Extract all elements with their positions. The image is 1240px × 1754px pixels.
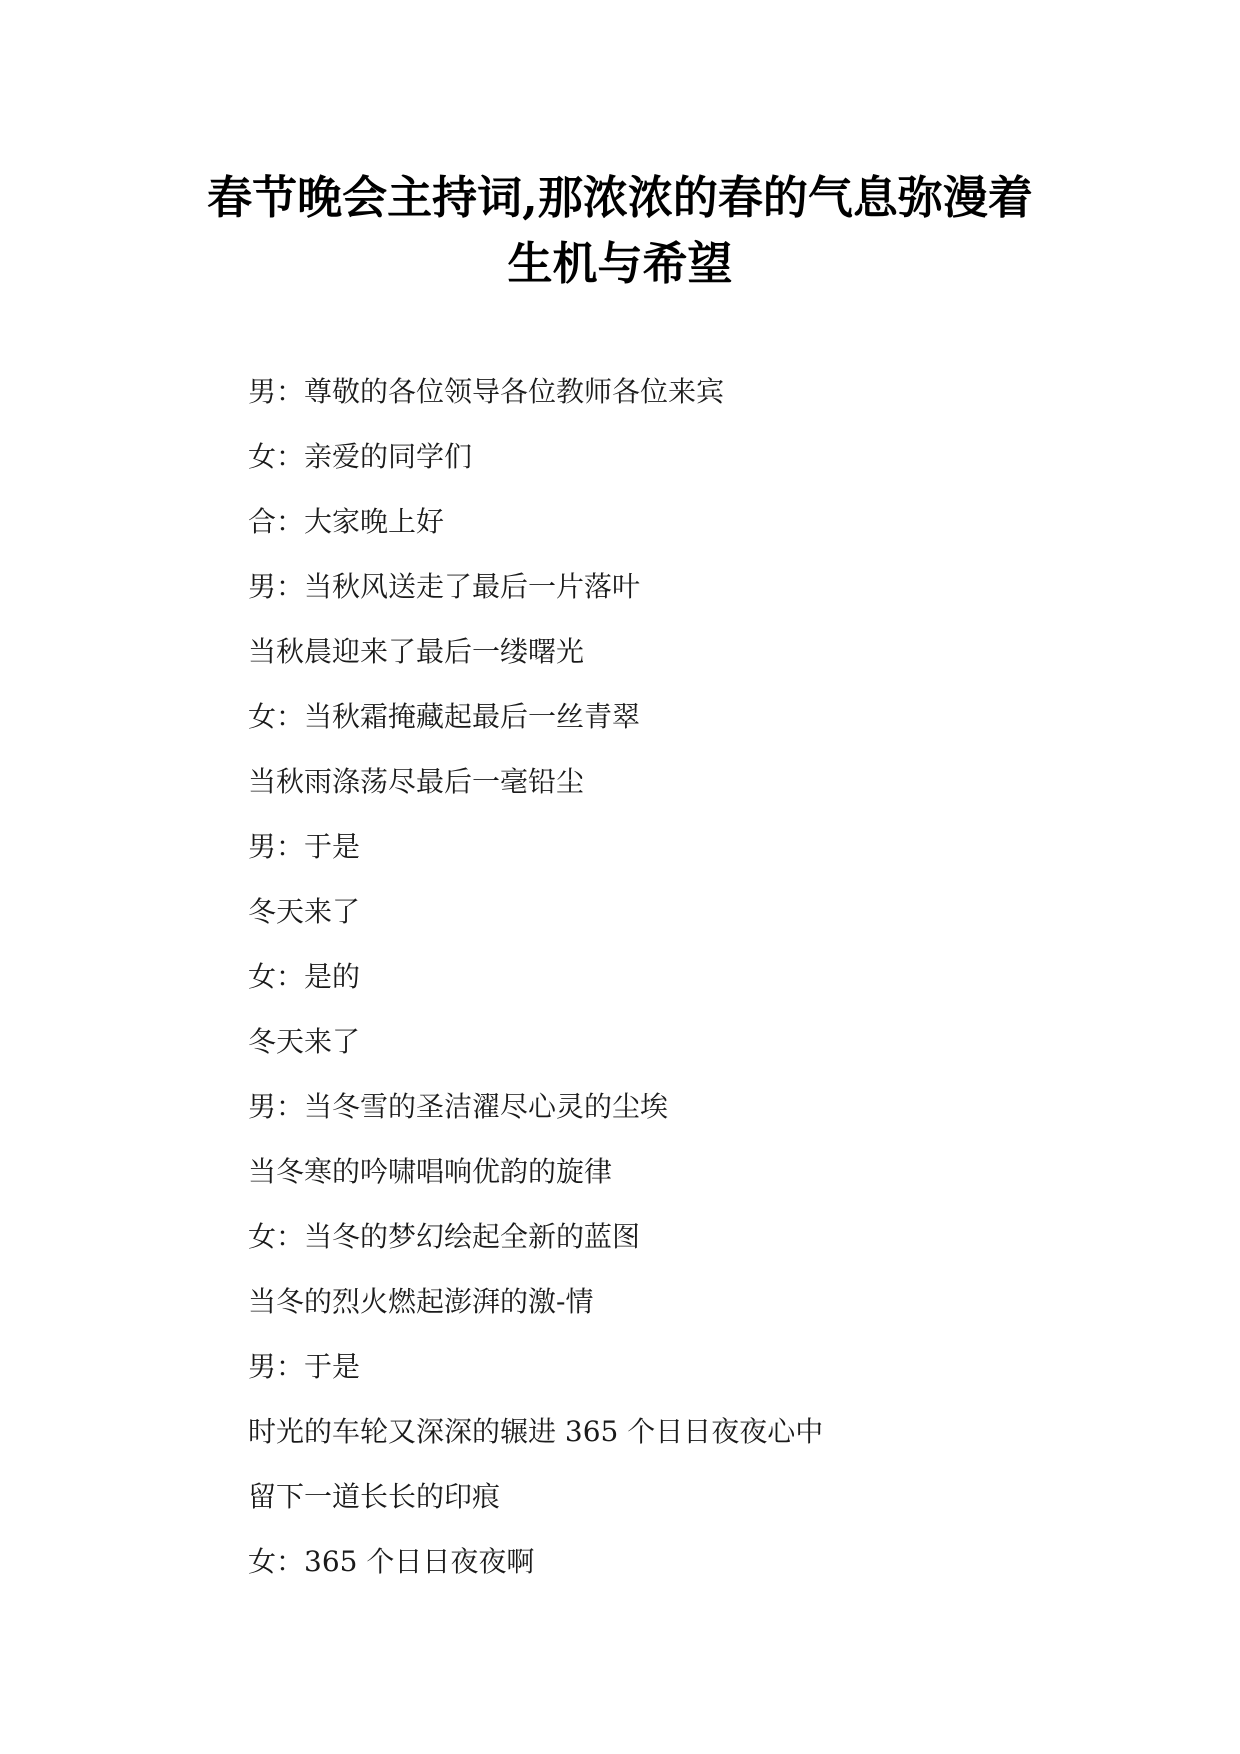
script-line: 女：365 个日日夜夜啊 [248, 1545, 535, 1578]
script-line: 时光的车轮又深深的辗进 365 个日日夜夜心中 [248, 1415, 824, 1448]
document-title [150, 165, 1090, 297]
script-line: 女：亲爱的同学们 [248, 440, 473, 473]
script-line: 当秋雨涤荡尽最后一毫铅尘 [248, 765, 585, 798]
script-line: 留下一道长长的印痕 [248, 1480, 501, 1513]
script-line: 女：当秋霜掩藏起最后一丝青翠 [248, 700, 641, 733]
script-line: 女：是的 [248, 960, 361, 993]
script-line: 男：于是 [248, 1350, 361, 1383]
script-line: 合：大家晚上好 [248, 505, 445, 538]
script-line: 冬天来了 [248, 895, 361, 928]
script-line: 当秋晨迎来了最后一缕曙光 [248, 635, 585, 668]
script-line: 女：当冬的梦幻绘起全新的蓝图 [248, 1220, 641, 1253]
title-line-1: 春节晚会主持词,那浓浓的春的气息弥漫着 [207, 171, 1033, 224]
script-line: 男：当秋风送走了最后一片落叶 [248, 570, 641, 603]
script-line: 男：尊敬的各位领导各位教师各位来宾 [248, 375, 725, 408]
script-lines [248, 370, 1148, 1605]
title-line-2: 生机与希望 [507, 237, 733, 290]
script-line: 冬天来了 [248, 1025, 361, 1058]
script-line: 男：于是 [248, 830, 361, 863]
script-line: 当冬寒的吟啸唱响优韵的旋律 [248, 1155, 613, 1188]
script-line: 男：当冬雪的圣洁濯尽心灵的尘埃 [248, 1090, 669, 1123]
script-line: 当冬的烈火燃起澎湃的激-情 [248, 1285, 594, 1318]
